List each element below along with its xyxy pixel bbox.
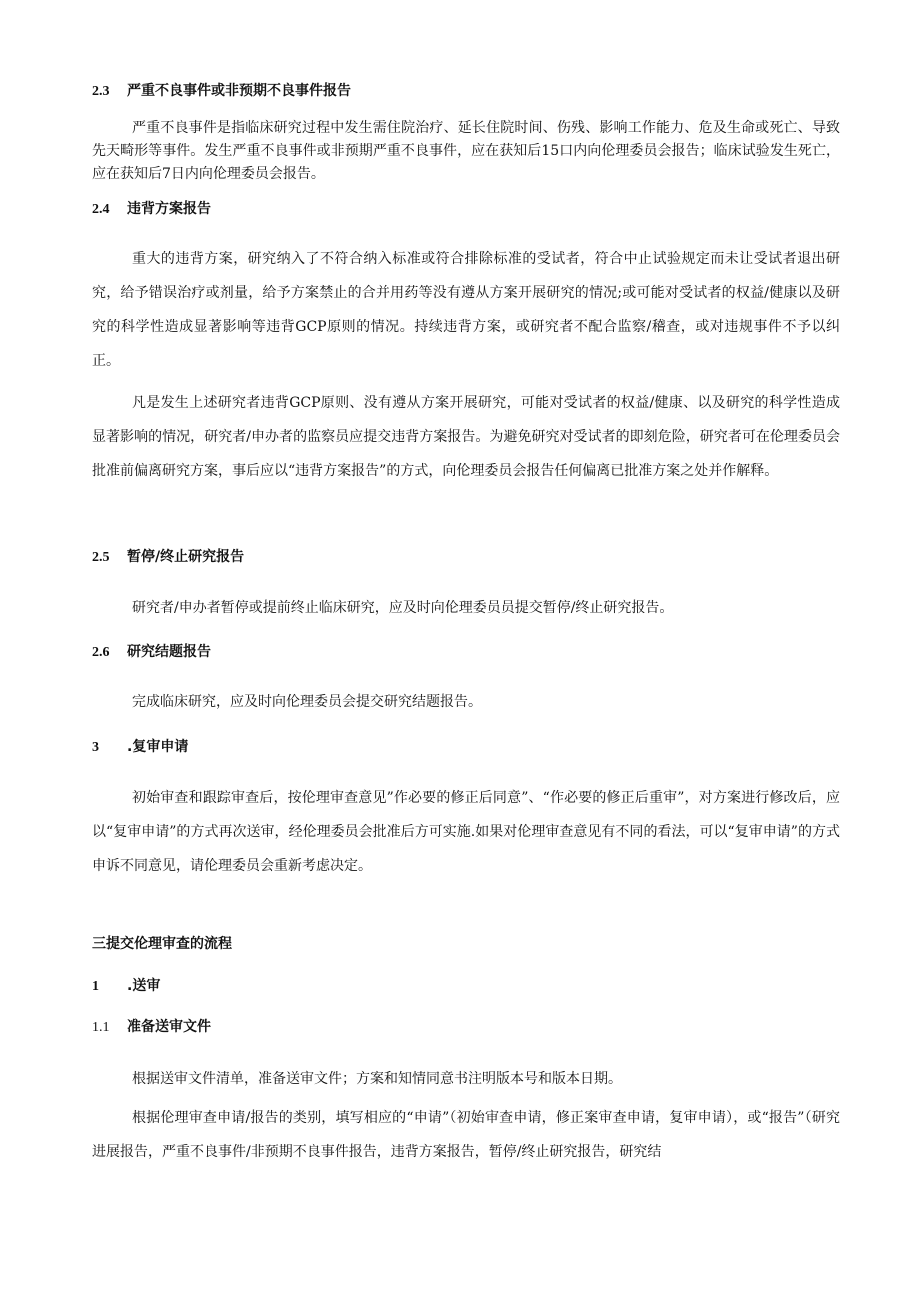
section-heading-2-3 [92,80,351,100]
section-heading-2-4 [92,198,211,218]
paragraph-2-6: 完成临床研究，应及时向伦理委员会提交研究结题报告。 [132,694,482,710]
section-title: 违背方案报告 [127,201,211,217]
section-title: .送审 [127,978,161,994]
section-number: 2.6 [92,645,110,660]
paragraph-2-3: 严重不良事件是指临床研究过程中发生需住院治疗、延长住院时间、伤残、影响工作能力、危及生命或死亡、导致先天畸形等事件。发生严重不良事件或非预期严重不良事件，应在获知后15口内向伦理委员会报告；临床试验发生死亡，应在获知后7日内向伦理委员会报告。 [92,120,840,182]
paragraph-2-4-b: 凡是发生上述研究者违背GCP原则、没有遵从方案开展研究，可能对受试者的权益/健康、以及研究的科学性造成显著影响的情况，研究者/申办者的监察员应提交违背方案报告。为避免研究对受试者的即刻危险，研究者可在伦理委员会批准前偏离研究方案，事后应以“违背方案报告”的方式，向伦理委员会报告任何偏离已批准方案之处并作解释。 [92,395,840,479]
section-number: 3 [92,740,99,755]
section-number: 2.4 [92,202,110,217]
section-heading-1-1 [92,1016,211,1036]
section-heading-2-5 [92,546,244,566]
section-number: 2.3 [92,84,110,99]
paragraph-1-1-b: 根据伦理审查申请/报告的类别，填写相应的“申请”（初始审查申请，修正案审查申请，复审申请），或“报告”（研究进展报告，严重不良事件/非预期不良事件报告，违背方案报告，暂停/终止研究报告，研究结 [92,1110,840,1160]
section-title: 准备送审文件 [127,1019,211,1035]
paragraph-1-1-a: 根据送审文件清单，准备送审文件；方案和知情同意书注明版本号和版本日期。 [132,1071,622,1087]
section-heading-2-6 [92,641,211,661]
paragraph-2-5: 研究者/申办者暂停或提前终止临床研究，应及时向伦理委员员提交暂停/终止研究报告。 [132,600,674,616]
section-title: 暂停/终止研究报告 [127,549,245,565]
section-heading-1 [92,975,160,995]
paragraph-3: 初始审查和跟踪审查后，按伦理审查意见”作必要的修正后同意”、“作必要的修正后重审”，对方案进行修改后，应以“复审申请”的方式再次送审，经伦理委员会批准后方可实施.如果对伦理审查意见有不同的看法，可以“复审申请”的方式申诉不同意见，请伦理委员会重新考虑决定。 [92,790,840,874]
section-title: 严重不良事件或非预期不良事件报告 [127,83,351,99]
section-number: 2.5 [92,550,110,565]
section-title: 研究结题报告 [127,644,211,660]
section-number: 1.1 [92,1020,110,1035]
paragraph-2-4-a: 重大的违背方案，研究纳入了不符合纳入标准或符合排除标准的受试者，符合中止试验规定而未让受试者退出研究，给予错误治疗或剂量，给予方案禁止的合并用药等没有遵从方案开展研究的情况;或可能对受试者的权益/健康以及研究的科学性造成显著影响等违背GCP原则的情况。持续违背方案，或研究者不配合监察/稽查，或对违规事件不予以纠正。 [92,251,840,369]
section-number: 1 [92,979,99,994]
section-heading-3 [92,736,188,756]
section-title: .复审申请 [127,739,189,755]
part-heading: 三提交伦理审查的流程 [92,936,232,952]
